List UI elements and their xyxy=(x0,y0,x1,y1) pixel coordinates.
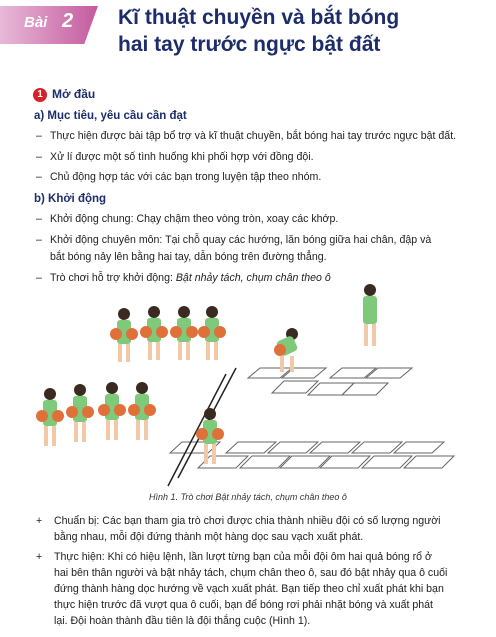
objective-text: Chủ động hợp tác với các bạn trong luyện tập theo nhóm. xyxy=(50,171,322,183)
dash-bullet: – xyxy=(36,234,42,246)
objective-text: Xử lí được một số tình huống khi phối hợp với đồng đội. xyxy=(50,151,314,163)
section-number-badge: 1 xyxy=(33,88,47,102)
objective-text: Thực hiện được bài tập bổ trợ và kĩ thuật chuyền, bắt bóng hai tay trước ngực bật đất. xyxy=(50,130,457,142)
dash-bullet: – xyxy=(36,130,42,142)
lesson-number: 2 xyxy=(62,10,74,32)
game-name: Bật nhảy tách, chụm chân theo ô xyxy=(175,272,331,284)
dash-bullet: – xyxy=(36,213,42,225)
rule-line: đứng thành hàng dọc hướng về vạch xuất phát. Bạn tiếp theo chỉ xuất phát khi bạn xyxy=(54,583,444,595)
rule-text xyxy=(54,513,486,545)
rule-line: Thực hiện: Khi có hiệu lệnh, lần lượt từng bạn của mỗi đội ôm hai quả bóng rổ ở xyxy=(54,551,432,563)
lesson-tab xyxy=(0,6,98,44)
warmup-text: Khởi động chung: Chạy chậm theo vòng tròn, xoay các khớp. xyxy=(50,213,339,225)
page-title xyxy=(118,4,488,58)
figure-caption: Hình 1. Trò chơi Bật nhảy tách, chụm chân theo ô xyxy=(149,492,347,502)
title-line-1: Kĩ thuật chuyền và bắt bóng xyxy=(118,6,400,29)
plus-bullet: + xyxy=(36,551,43,563)
warmup-text-line: bắt bóng nảy lên bằng hai tay, dẫn bóng trên đường thẳng. xyxy=(50,251,327,263)
rule-line: lại. Đội hoàn thành đầu tiên là đội thắng cuộc (Hình 1). xyxy=(54,615,311,627)
dash-bullet: – xyxy=(36,272,42,284)
rule-line: thực hiện trước đã vượt qua ô cuối, bạn để bóng rơi phải nhặt bóng và xuất phát xyxy=(54,599,434,611)
dash-bullet: – xyxy=(36,171,42,183)
section-title: Mở đầu xyxy=(52,87,96,101)
subsection-a-title: a) Mục tiêu, yêu cầu cần đạt xyxy=(34,110,187,122)
rule-text xyxy=(54,549,486,629)
lesson-label: Bài xyxy=(24,14,48,31)
rule-line: hai bên thân người và bật nhảy tách, chụm chân theo ô, sau đó bật nhảy qua ô cuối xyxy=(54,567,448,579)
plus-bullet: + xyxy=(36,515,43,527)
rule-line: Chuẩn bị: Các bạn tham gia trò chơi được chia thành nhiều đội có số lượng người xyxy=(54,515,441,527)
dash-bullet: – xyxy=(36,151,42,163)
rule-line: bằng nhau, mỗi đội đứng thành một hàng dọc sau vạch xuất phát. xyxy=(54,531,364,543)
game-intro: Trò chơi hỗ trợ khởi động: xyxy=(50,272,176,284)
subsection-b-title: b) Khởi động xyxy=(34,193,107,205)
warmup-text xyxy=(50,232,480,266)
game-illustration xyxy=(30,268,470,490)
children-figures-icon xyxy=(36,284,377,464)
warmup-text-line: Khởi động chuyên môn: Tại chỗ quay các hướng, lăn bóng giữa hai chân, đập và xyxy=(50,234,432,246)
title-line-2: hai tay trước ngực bật đất xyxy=(118,33,381,56)
